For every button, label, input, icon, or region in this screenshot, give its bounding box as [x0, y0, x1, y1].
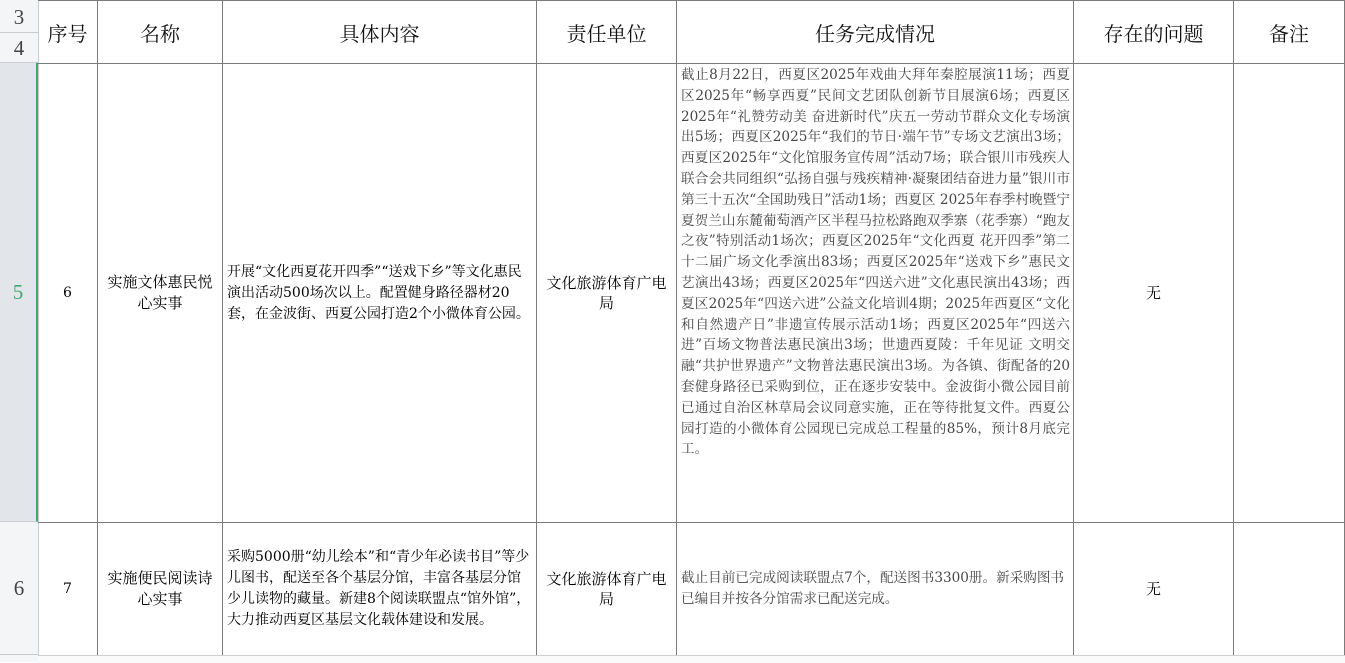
cell-serial[interactable]: 6	[38, 64, 98, 523]
cell-progress[interactable]: 截止目前已完成阅读联盟点7个，配送图书3300册。新采购图书已编目并按各分馆需求已配送完成。	[677, 523, 1074, 656]
row-number-6[interactable]: 6	[0, 522, 38, 655]
cell-issues[interactable]: 无	[1074, 64, 1234, 523]
cell-name[interactable]: 实施便民阅读诗心实事	[98, 523, 223, 656]
cell-content[interactable]: 开展“文化西夏花开四季”“送戏下乡”等文化惠民演出活动500场次以上。配置健身路径器材20套，在金波街、西夏公园打造2个小微体育公园。	[223, 64, 537, 523]
cell-unit[interactable]: 文化旅游体育广电局	[537, 64, 677, 523]
cell-content[interactable]: 采购5000册“幼儿绘本”和“青少年必读书目”等少儿图书，配送至各个基层分馆，丰富各基层分馆少儿读物的藏量。新建8个阅读联盟点“馆外馆”，大力推动西夏区基层文化载体建设和发展。	[223, 523, 537, 656]
cell-progress[interactable]: 截止8月22日，西夏区2025年戏曲大拜年秦腔展演11场；西夏区2025年“畅享西夏”民间文艺团队创新节目展演6场；西夏区2025年“礼赞劳动美 奋进新时代”庆五一劳动节群众文化专场演出5场；西夏区2025年“我们的节日·端午节”专场文艺演出3场；西夏区2025年“文化馆服务宣传周”活动7场；联合银川市残疾人联合会共同组织“弘扬自强与残疾精神·凝聚团结奋进力量”银川市第三十五次“全国助残日”活动1场；西夏区 2025年春季村晚暨宁夏贺兰山东麓葡萄酒产区半程马拉松路跑双季寨（花季寨）“跑友之夜”特别活动1场次；西夏区2025年“文化西夏 花开四季”第二十二届广场文化季演出83场；西夏区2025年“送戏下乡”惠民文艺演出43场；西夏区2025年“四送六进”文化惠民演出43场；西夏区2025年“四送六进”公益文化培训4期；2025年西夏区“文化和自然遗产日”非遗宣传展示活动1场；西夏区2025年“四送六进”百场文物普法惠民演出3场；世遗西夏陵：千年见证 文明交融“共护世界遗产”文物普法惠民演出3场。为各镇、街配备的20套健身路径已采购到位，正在逐步安装中。金波街小微公园目前已通过自治区林草局会议同意实施，正在等待批复文件。西夏公园打造的小微体育公园现已完成总工程量的85%，预计8月底完工。	[677, 64, 1074, 523]
header-content[interactable]: 具体内容	[223, 0, 537, 64]
cell-name[interactable]: 实施文体惠民悦心实事	[98, 64, 223, 523]
header-name[interactable]: 名称	[98, 0, 223, 64]
cell-remarks[interactable]	[1234, 523, 1345, 656]
header-issues[interactable]: 存在的问题	[1074, 0, 1234, 64]
cell-unit[interactable]: 文化旅游体育广电局	[537, 523, 677, 656]
cell-remarks[interactable]	[1234, 64, 1345, 523]
row-number-4[interactable]: 4	[0, 33, 38, 63]
header-progress[interactable]: 任务完成情况	[677, 0, 1074, 64]
header-serial[interactable]: 序号	[38, 0, 98, 64]
header-remarks[interactable]: 备注	[1234, 0, 1345, 64]
row-number-5[interactable]: 5	[0, 63, 38, 522]
row-number-3[interactable]: 3	[13, 5, 25, 29]
cell-serial[interactable]: 7	[38, 523, 98, 656]
header-unit[interactable]: 责任单位	[537, 0, 677, 64]
cell-issues[interactable]: 无	[1074, 523, 1234, 656]
